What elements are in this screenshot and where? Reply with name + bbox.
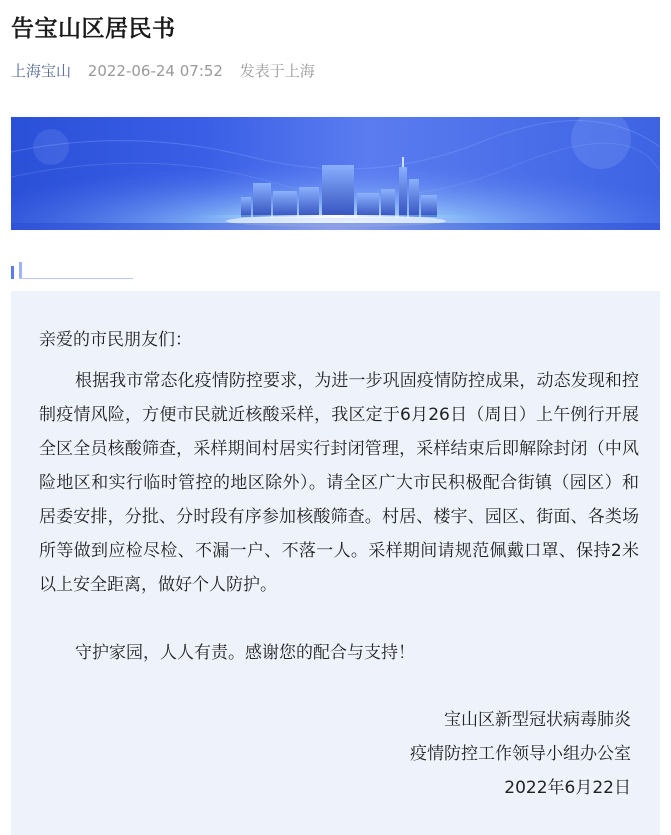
letter-paragraph-2: 守护家园，人人有责。感谢您的配合与支持！ [75, 643, 415, 663]
signature-line-1: 宝山区新型冠状病毒肺炎 [444, 710, 631, 730]
letter-paragraph-1: 根据我市常态化疫情防控要求，为进一步巩固疫情防控成果，动态发现和控制疫情风险，方便市民就近核酸采样，我区定于6月26日（周日）上午例行开展全区全员核酸筛查，采样期间村居实行封闭管理，采样结束后即解除封闭（中风险地区和实行临时管控的地区除外）。请全区广大市民积极配合街镇（园区）和居委安排，分批、分时段有序参加核酸筛查。村居、楼宇、园区、街面、各类场所等做到应检尽检、不漏一户、不落一人。采样期间请规范佩戴口罩、保持2米以上安全距离，做好个人防护。 [39, 371, 639, 595]
city-skyline-illustration [11, 117, 660, 230]
article-title: 告宝山区居民书 [11, 16, 176, 42]
publish-location: 发表于上海 [239, 62, 315, 80]
letter-greeting: 亲爱的市民朋友们： [39, 330, 192, 350]
article-meta [11, 60, 315, 81]
letter-box [11, 291, 660, 835]
account-name-link[interactable]: 上海宝山 [11, 62, 72, 80]
signature-date: 2022年6月22日 [504, 778, 631, 798]
header-banner-image [11, 117, 660, 230]
publish-time: 2022-06-24 07:52 [87, 62, 223, 80]
signature-line-2: 疫情防控工作领导小组办公室 [410, 744, 631, 764]
section-divider-decoration [11, 260, 133, 280]
